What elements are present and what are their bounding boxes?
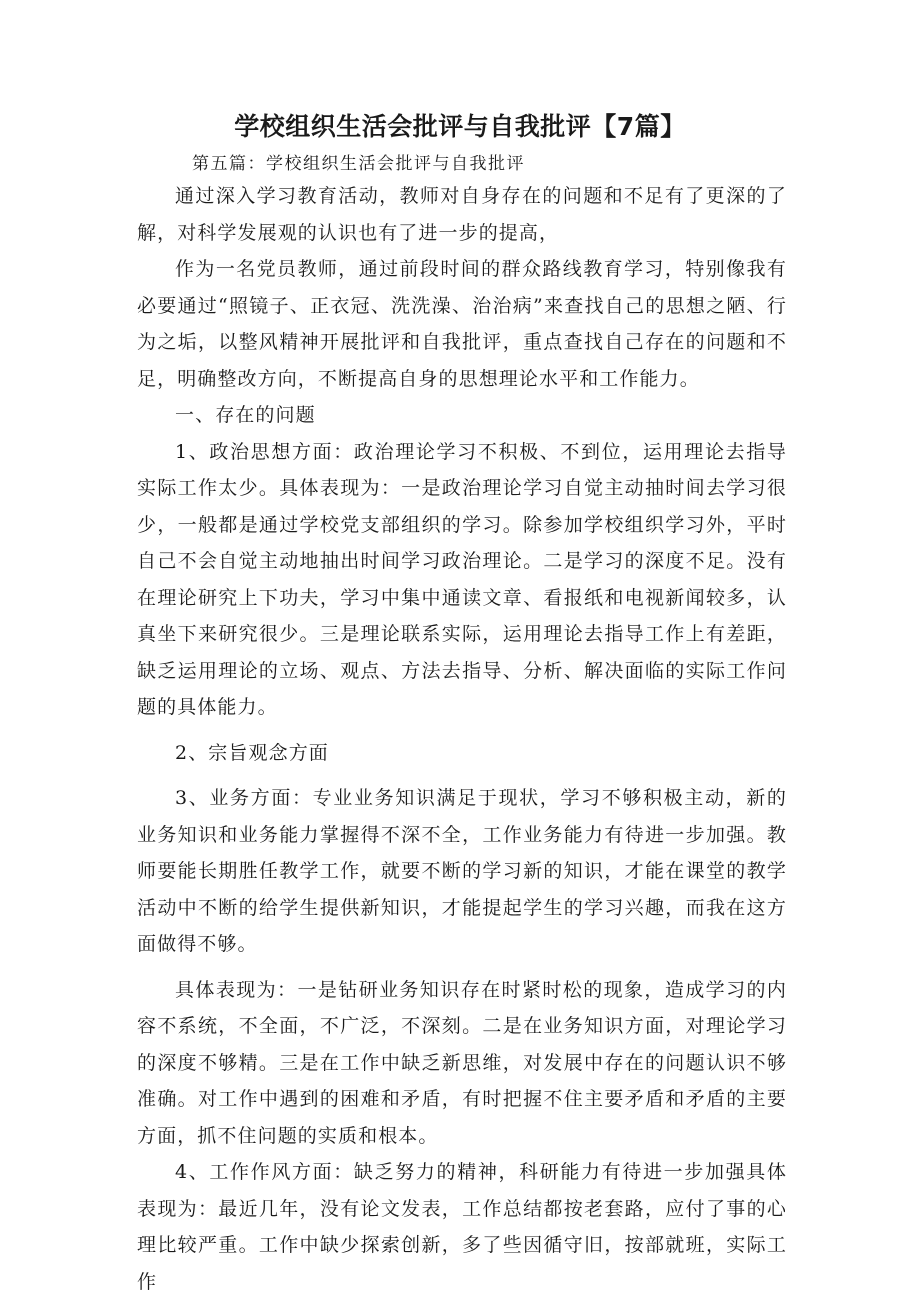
spacer [137,726,787,735]
paragraph-intro: 通过深入学习教育活动，教师对自身存在的问题和不足有了更深的了解，对科学发展观的认识也有了进一步的提高， [137,185,787,244]
paragraph-background: 作为一名党员教师，通过前段时间的群众路线教育学习，特别像我有必要通过“照镜子、正衣冠、洗洗澡、治治病”来查找自己的思想之陋、行为之垢，以整风精神开展批评和自我批评，重点查找自己存在的问题和不足，明确整改方向，不断提高自身的思想理论水平和工作能力。 [137,258,787,390]
paragraph-business-details: 具体表现为：一是钻研业务知识存在时紧时松的现象，造成学习的内容不系统，不全面，不广泛，不深刻。二是在业务知识方面，对理论学习的深度不够精。三是在工作中缺乏新思维，对发展中存在的问题认识不够准确。对工作中遇到的困难和矛盾，有时把握不住主要矛盾和矛盾的主要方面，抓不住问题的实质和根本。 [137,978,787,1147]
section-heading-purpose: 2、宗旨观念方面 [175,741,329,764]
spacer [137,963,787,972]
paragraph-business: 3、业务方面：专业业务知识满足于现状，学习不够积极主动，新的业务知识和业务能力掌握得不深不全，工作业务能力有待进一步加强。教师要能长期胜任教学工作，就要不断的学习新的知识，才能在课堂的教学活动中不断的给学生提供新知识，才能提起学生的学习兴趣，而我在这方面做得不够。 [137,787,787,955]
paragraph-political-thought: 1、政治思想方面：政治理论学习不积极、不到位，运用理论去指导实际工作太少。具体表现为：一是政治理论学习自觉主动抽时间去学习很少，一般都是通过学校党支部组织的学习。除参加学校组织学习外，平时自己不会自觉主动地抽出时间学习政治理论。二是学习的深度不足。没有在理论研究上下功夫，学习中集中通读文章、看报纸和电视新闻较多，认真坐下来研究很少。三是理论联系实际，运用理论去指导工作上有差距，缺乏运用理论的立场、观点、方法去指导、分析、解决面临的实际工作问题的具体能力。 [137,440,787,718]
document-subtitle: 第五篇：学校组织生活会批评与自我批评 [192,154,525,174]
section-heading-problems: 一、存在的问题 [175,404,316,426]
document-title: 学校组织生活会批评与自我批评【7篇】 [234,112,686,141]
paragraph-work-style: 4、工作作风方面：缺乏努力的精神，科研能力有待进一步加强具体表现为：最近几年，没有论文发表，工作总结都按老套路，应付了事的心理比较严重。工作中缺少探索创新，多了些因循守旧，按部就班，实际工作 [137,1161,787,1293]
document-body [137,178,787,1300]
spacer [137,771,787,780]
